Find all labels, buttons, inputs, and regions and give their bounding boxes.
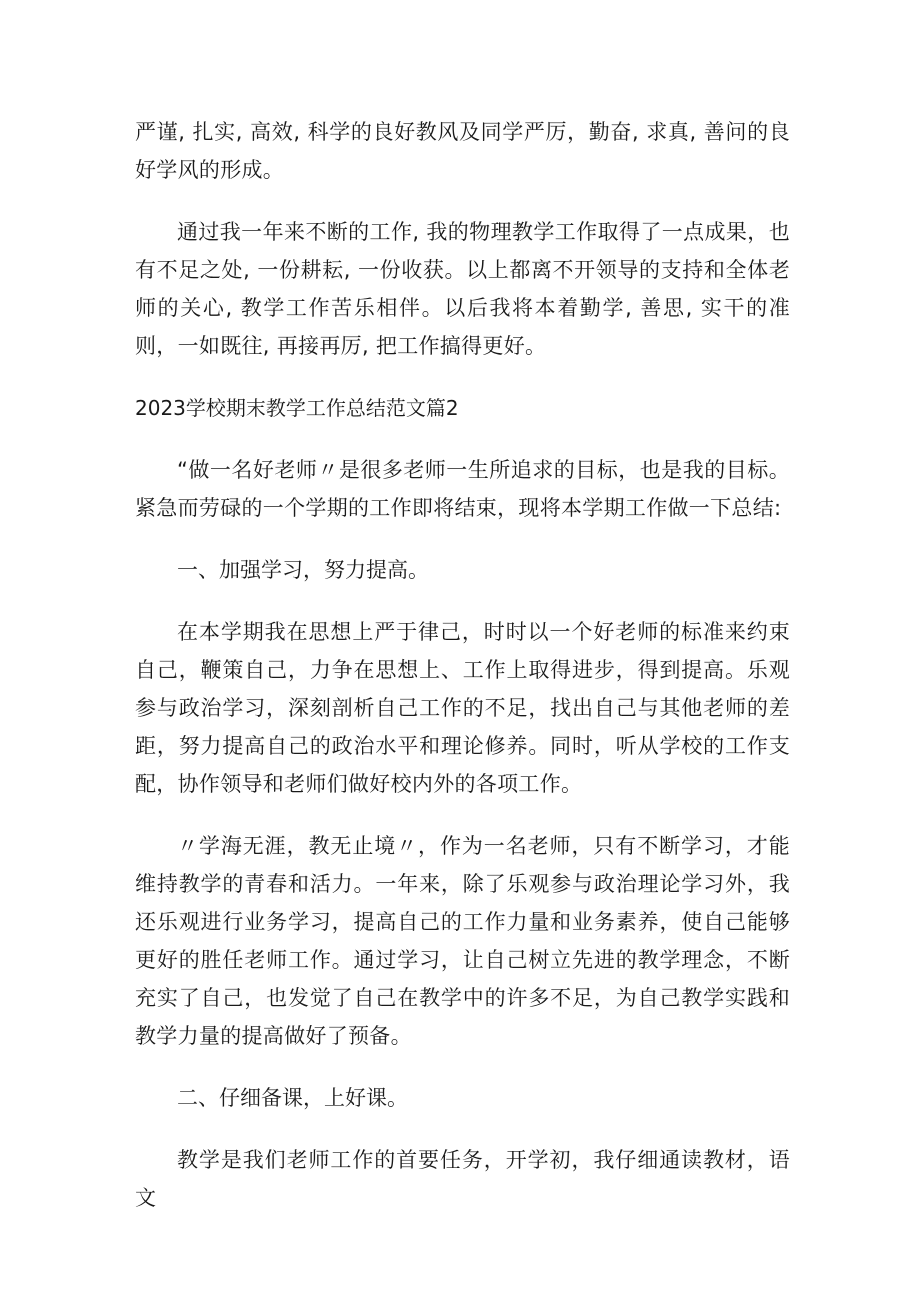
paragraph-lifelong-learning: 〃学海无涯，教无止境〃，作为一名老师，只有不断学习，才能维持教学的青春和活力。一年来，除了乐观参与政治理论学习外，我还乐观进行业务学习，提高自己的工作力量和业务素养，使自己能够更好的胜任老师工作。通过学习，让自己树立先进的教学理念，不断充实了自己，也发觉了自己在教学中的许多不足，为自己教学实践和教学力量的提高做好了预备。: [135, 834, 790, 1048]
paragraph-teaching-task: 教学是我们老师工作的首要任务，开学初，我仔细通读教材，语文: [135, 1148, 790, 1210]
paragraph-self-discipline: 在本学期我在思想上严于律己，时时以一个好老师的标准来约束自己，鞭策自己，力争在思想上、工作上取得进步，得到提高。乐观参与政治学习，深刻剖析自己工作的不足，找出自己与其他老师的差距，努力提高自己的政治水平和理论修养。同时，听从学校的工作支配，协作领导和老师们做好校内外的各项工作。: [135, 620, 790, 796]
document-body: [135, 113, 790, 1241]
section-title: 2023学校期末教学工作总结范文篇2: [135, 396, 459, 420]
paragraph-physics-results: 通过我一年来不断的工作, 我的物理教学工作取得了一点成果，也有不足之处, 一份耕耘, 一份收获。以上都离不开领导的支持和全体老师的关心, 教学工作苦乐相伴。以后我将本着勤学, 善思, 实干的准则，一如既往, 再接再厉, 把工作搞得更好。: [135, 220, 790, 358]
paragraph-study-style: 严谨, 扎实, 高效, 科学的良好教风及同学严厉，勤奋, 求真, 善问的良好学风的形成。: [135, 120, 790, 182]
paragraph-good-teacher: “做一名好老师〃是很多老师一生所追求的目标，也是我的目标。紧急而劳碌的一个学期的工作即将结束，现将本学期工作做一下总结:: [135, 458, 790, 520]
subheading-lesson-prep: 二、仔细备课，上好课。: [177, 1086, 408, 1110]
subheading-strengthen-learning: 一、加强学习，努力提高。: [177, 558, 429, 582]
